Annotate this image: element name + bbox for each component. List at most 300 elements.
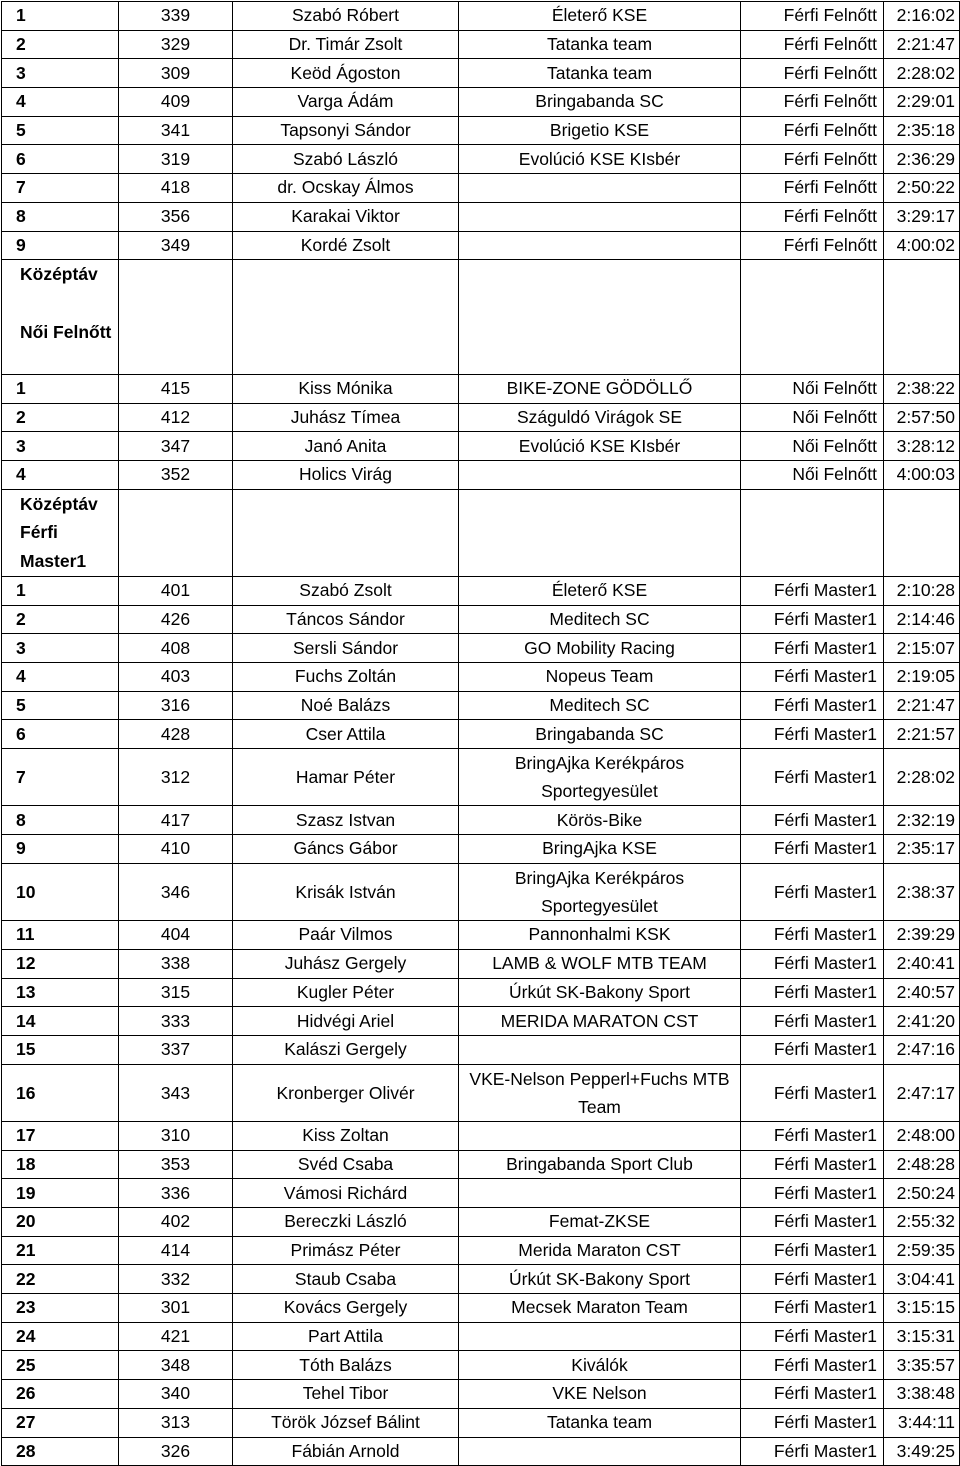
team-cell: Tatanka team [459,1408,741,1437]
rank-cell: 20 [2,1208,119,1237]
rank-cell: 14 [2,1007,119,1036]
bib-cell: 312 [119,748,233,805]
bib-cell: 313 [119,1408,233,1437]
rank-cell: 5 [2,691,119,720]
rank-cell: 25 [2,1351,119,1380]
table-row [2,1179,960,1208]
name-cell: Szabó László [233,145,459,174]
table-row [2,662,960,691]
rank-cell: 8 [2,806,119,835]
category-cell: Férfi Master1 [741,949,884,978]
bib-cell: 418 [119,174,233,203]
table-row [2,978,960,1007]
bib-cell: 417 [119,806,233,835]
rank-cell: 28 [2,1437,119,1466]
bib-cell: 339 [119,2,233,31]
bib-cell: 341 [119,116,233,145]
bib-cell: 309 [119,59,233,88]
rank-cell: 6 [2,720,119,749]
name-cell: Kordé Zsolt [233,231,459,260]
table-row [2,1150,960,1179]
team-cell: Meditech SC [459,691,741,720]
time-cell: 2:21:57 [884,720,960,749]
name-cell: Gáncs Gábor [233,835,459,864]
name-cell: Janó Anita [233,432,459,461]
name-cell: Szabó Róbert [233,2,459,31]
rank-cell: 23 [2,1294,119,1323]
bib-cell: 340 [119,1380,233,1409]
team-cell: VKE Nelson [459,1380,741,1409]
category-cell: Férfi Master1 [741,1150,884,1179]
rank-cell: 3 [2,634,119,663]
table-row [2,806,960,835]
bib-cell: 333 [119,1007,233,1036]
category-cell: Férfi Felnőtt [741,59,884,88]
spacer [20,289,115,318]
table-row [2,949,960,978]
name-cell: Kugler Péter [233,978,459,1007]
bib-cell: 336 [119,1179,233,1208]
bib-cell: 428 [119,720,233,749]
name-cell: Tapsonyi Sándor [233,116,459,145]
bib-cell: 316 [119,691,233,720]
table-row [2,921,960,950]
table-row [2,88,960,117]
bib-cell: 347 [119,432,233,461]
rank-cell: 3 [2,432,119,461]
team-cell: BringAjka Kerékpáros Sportegyesület [459,863,741,920]
category-cell: Férfi Master1 [741,1121,884,1150]
empty-cell [884,489,960,576]
category-cell: Férfi Master1 [741,978,884,1007]
time-cell: 2:16:02 [884,2,960,31]
category-cell: Férfi Master1 [741,1380,884,1409]
team-cell: Nopeus Team [459,662,741,691]
table-row [2,2,960,31]
time-cell: 4:00:02 [884,231,960,260]
bib-cell: 401 [119,576,233,605]
team-cell: Úrkút SK-Bakony Sport [459,978,741,1007]
team-cell: Tatanka team [459,59,741,88]
rank-cell: 7 [2,748,119,805]
bib-cell: 412 [119,403,233,432]
team-cell: GO Mobility Racing [459,634,741,663]
table-row [2,1121,960,1150]
time-cell: 2:35:18 [884,116,960,145]
name-cell: Juhász Gergely [233,949,459,978]
table-row [2,59,960,88]
table-row [2,1437,960,1466]
bib-cell: 410 [119,835,233,864]
bib-cell: 402 [119,1208,233,1237]
category-cell: Férfi Master1 [741,1064,884,1121]
time-cell: 3:44:11 [884,1408,960,1437]
time-cell: 3:35:57 [884,1351,960,1380]
section-felnott-ferfi [2,2,960,260]
section-title-noi [2,260,119,375]
rank-cell: 5 [2,116,119,145]
empty-cell [459,489,741,576]
bib-cell: 329 [119,30,233,59]
table-row [2,1236,960,1265]
category-cell: Férfi Master1 [741,863,884,920]
rank-cell: 11 [2,921,119,950]
name-cell: Holics Virág [233,461,459,490]
name-cell: Fábián Arnold [233,1437,459,1466]
category-cell: Férfi Felnőtt [741,202,884,231]
section-noi-felnott [2,374,960,489]
bib-cell: 326 [119,1437,233,1466]
table-row [2,835,960,864]
team-cell: BringAjka Kerékpáros Sportegyesület [459,748,741,805]
rank-cell: 3 [2,59,119,88]
table-row [2,1064,960,1121]
team-cell [459,174,741,203]
category-cell: Férfi Master1 [741,662,884,691]
time-cell: 2:48:00 [884,1121,960,1150]
rank-cell: 13 [2,978,119,1007]
category-cell: Férfi Master1 [741,1351,884,1380]
rank-cell: 16 [2,1064,119,1121]
team-cell [459,202,741,231]
name-cell: Kovács Gergely [233,1294,459,1323]
section-title-line: Középtáv [20,264,98,285]
category-cell: Férfi Master1 [741,1265,884,1294]
empty-cell [741,489,884,576]
empty-cell [233,489,459,576]
bib-cell: 346 [119,863,233,920]
table-row [2,1380,960,1409]
bib-cell: 315 [119,978,233,1007]
category-cell: Női Felnőtt [741,374,884,403]
bib-cell: 414 [119,1236,233,1265]
section-header-ferfi-master1 [2,489,960,576]
name-cell: Karakai Viktor [233,202,459,231]
team-cell [459,461,741,490]
time-cell: 3:29:17 [884,202,960,231]
name-cell: Tehel Tibor [233,1380,459,1409]
time-cell: 3:15:15 [884,1294,960,1323]
rank-cell: 12 [2,949,119,978]
bib-cell: 404 [119,921,233,950]
name-cell: Varga Ádám [233,88,459,117]
name-cell: Dr. Timár Zsolt [233,30,459,59]
table-row [2,145,960,174]
rank-cell: 19 [2,1179,119,1208]
category-cell: Férfi Master1 [741,1408,884,1437]
section-title-line: Master1 [20,551,87,572]
name-cell: Vámosi Richárd [233,1179,459,1208]
time-cell: 2:15:07 [884,634,960,663]
bib-cell: 332 [119,1265,233,1294]
table-row [2,720,960,749]
bib-cell: 408 [119,634,233,663]
rank-cell: 10 [2,863,119,920]
table-row [2,1007,960,1036]
rank-cell: 21 [2,1236,119,1265]
category-cell: Férfi Master1 [741,921,884,950]
name-cell: Kiss Zoltan [233,1121,459,1150]
team-cell: VKE-Nelson Pepperl+Fuchs MTB Team [459,1064,741,1121]
rank-cell: 17 [2,1121,119,1150]
rank-cell: 8 [2,202,119,231]
rank-cell: 2 [2,403,119,432]
bib-cell: 338 [119,949,233,978]
team-cell: Merida Maraton CST [459,1236,741,1265]
category-cell: Férfi Master1 [741,634,884,663]
time-cell: 3:15:31 [884,1322,960,1351]
team-cell: Körös-Bike [459,806,741,835]
table-row [2,748,960,805]
bib-cell: 349 [119,231,233,260]
time-cell: 2:38:22 [884,374,960,403]
category-cell: Férfi Master1 [741,1179,884,1208]
rank-cell: 15 [2,1035,119,1064]
bib-cell: 352 [119,461,233,490]
section-header-noi-felnott [2,260,960,375]
rank-cell: 9 [2,231,119,260]
rank-cell: 24 [2,1322,119,1351]
bib-cell: 409 [119,88,233,117]
category-cell: Férfi Master1 [741,1007,884,1036]
name-cell: Staub Csaba [233,1265,459,1294]
rank-cell: 4 [2,662,119,691]
time-cell: 2:59:35 [884,1236,960,1265]
rank-cell: 22 [2,1265,119,1294]
name-cell: Noé Balázs [233,691,459,720]
category-cell: Női Felnőtt [741,432,884,461]
table-row [2,202,960,231]
section-title-line: Női Felnőtt [20,321,112,342]
team-cell: Pannonhalmi KSK [459,921,741,950]
category-cell: Férfi Master1 [741,605,884,634]
name-cell: Hidvégi Ariel [233,1007,459,1036]
name-cell: Primász Péter [233,1236,459,1265]
category-cell: Férfi Master1 [741,1208,884,1237]
name-cell: Part Attila [233,1322,459,1351]
name-cell: Bereczki László [233,1208,459,1237]
team-cell: BIKE-ZONE GÖDÖLLŐ [459,374,741,403]
bib-cell: 421 [119,1322,233,1351]
category-cell: Férfi Master1 [741,691,884,720]
table-row [2,691,960,720]
section-title-line: Férfi [20,522,58,543]
time-cell: 2:28:02 [884,748,960,805]
table-row [2,1322,960,1351]
team-cell: Életerő KSE [459,2,741,31]
rank-cell: 6 [2,145,119,174]
team-cell [459,231,741,260]
rank-cell: 4 [2,461,119,490]
team-cell: Bringabanda SC [459,720,741,749]
time-cell: 2:35:17 [884,835,960,864]
bib-cell: 343 [119,1064,233,1121]
team-cell: BringAjka KSE [459,835,741,864]
empty-cell [741,260,884,375]
category-cell: Férfi Master1 [741,806,884,835]
time-cell: 2:38:37 [884,863,960,920]
team-cell: Meditech SC [459,605,741,634]
empty-cell [233,260,459,375]
name-cell: dr. Ocskay Álmos [233,174,459,203]
team-cell: Száguldó Virágok SE [459,403,741,432]
section-title-line: Középtáv [20,493,98,514]
category-cell: Férfi Master1 [741,1322,884,1351]
category-cell: Férfi Master1 [741,576,884,605]
name-cell: Hamar Péter [233,748,459,805]
name-cell: Cser Attila [233,720,459,749]
team-cell [459,1035,741,1064]
time-cell: 2:55:32 [884,1208,960,1237]
team-cell [459,1322,741,1351]
name-cell: Krisák István [233,863,459,920]
table-row [2,1408,960,1437]
rank-cell: 7 [2,174,119,203]
bib-cell: 403 [119,662,233,691]
time-cell: 3:04:41 [884,1265,960,1294]
team-cell: Tatanka team [459,30,741,59]
table-row [2,403,960,432]
table-row [2,634,960,663]
table-row [2,174,960,203]
time-cell: 2:40:41 [884,949,960,978]
table-row [2,576,960,605]
team-cell [459,1437,741,1466]
rank-cell: 1 [2,2,119,31]
rank-cell: 1 [2,374,119,403]
bib-cell: 426 [119,605,233,634]
category-cell: Férfi Master1 [741,835,884,864]
rank-cell: 4 [2,88,119,117]
time-cell: 2:19:05 [884,662,960,691]
empty-cell [119,489,233,576]
empty-cell [884,260,960,375]
table-row [2,605,960,634]
rank-cell: 2 [2,30,119,59]
category-cell: Férfi Master1 [741,1236,884,1265]
time-cell: 2:40:57 [884,978,960,1007]
time-cell: 2:47:16 [884,1035,960,1064]
table-row [2,432,960,461]
time-cell: 2:47:17 [884,1064,960,1121]
category-cell: Férfi Master1 [741,1437,884,1466]
empty-cell [459,260,741,375]
rank-cell: 18 [2,1150,119,1179]
name-cell: Táncos Sándor [233,605,459,634]
table-row [2,1294,960,1323]
bib-cell: 356 [119,202,233,231]
name-cell: Fuchs Zoltán [233,662,459,691]
team-cell: Mecsek Maraton Team [459,1294,741,1323]
category-cell: Férfi Felnőtt [741,145,884,174]
table-row [2,231,960,260]
table-row [2,116,960,145]
time-cell: 2:29:01 [884,88,960,117]
category-cell: Férfi Master1 [741,720,884,749]
team-cell: Életerő KSE [459,576,741,605]
table-row [2,374,960,403]
team-cell [459,1121,741,1150]
bib-cell: 319 [119,145,233,174]
bib-cell: 337 [119,1035,233,1064]
time-cell: 2:14:46 [884,605,960,634]
name-cell: Kiss Mónika [233,374,459,403]
results-table [1,1,960,1466]
category-cell: Férfi Master1 [741,1294,884,1323]
category-cell: Női Felnőtt [741,403,884,432]
category-cell: Férfi Felnőtt [741,88,884,117]
rank-cell: 2 [2,605,119,634]
table-row [2,1208,960,1237]
time-cell: 3:49:25 [884,1437,960,1466]
table-row [2,1351,960,1380]
name-cell: Paár Vilmos [233,921,459,950]
team-cell: Femat-ZKSE [459,1208,741,1237]
category-cell: Férfi Felnőtt [741,116,884,145]
time-cell: 2:50:22 [884,174,960,203]
time-cell: 2:32:19 [884,806,960,835]
category-cell: Férfi Felnőtt [741,2,884,31]
bib-cell: 348 [119,1351,233,1380]
rank-cell: 26 [2,1380,119,1409]
time-cell: 4:00:03 [884,461,960,490]
team-cell: Bringabanda Sport Club [459,1150,741,1179]
team-cell: LAMB & WOLF MTB TEAM [459,949,741,978]
category-cell: Férfi Felnőtt [741,174,884,203]
rank-cell: 1 [2,576,119,605]
time-cell: 2:21:47 [884,30,960,59]
category-cell: Férfi Felnőtt [741,30,884,59]
time-cell: 2:50:24 [884,1179,960,1208]
name-cell: Svéd Csaba [233,1150,459,1179]
table-row [2,30,960,59]
time-cell: 2:10:28 [884,576,960,605]
team-cell: MERIDA MARATON CST [459,1007,741,1036]
name-cell: Keöd Ágoston [233,59,459,88]
time-cell: 2:57:50 [884,403,960,432]
table-row [2,461,960,490]
name-cell: Kronberger Olivér [233,1064,459,1121]
section-title-master1 [2,489,119,576]
name-cell: Kalászi Gergely [233,1035,459,1064]
bib-cell: 301 [119,1294,233,1323]
category-cell: Férfi Felnőtt [741,231,884,260]
team-cell: Evolúció KSE KIsbér [459,432,741,461]
time-cell: 2:48:28 [884,1150,960,1179]
rank-cell: 27 [2,1408,119,1437]
name-cell: Török József Bálint [233,1408,459,1437]
team-cell: Evolúció KSE KIsbér [459,145,741,174]
bib-cell: 353 [119,1150,233,1179]
category-cell: Női Felnőtt [741,461,884,490]
bib-cell: 310 [119,1121,233,1150]
time-cell: 3:38:48 [884,1380,960,1409]
name-cell: Szabó Zsolt [233,576,459,605]
time-cell: 2:41:20 [884,1007,960,1036]
rank-cell: 9 [2,835,119,864]
table-row [2,1265,960,1294]
time-cell: 2:36:29 [884,145,960,174]
name-cell: Sersli Sándor [233,634,459,663]
team-cell: Brigetio KSE [459,116,741,145]
table-row [2,1035,960,1064]
team-cell [459,1179,741,1208]
name-cell: Szasz Istvan [233,806,459,835]
time-cell: 3:28:12 [884,432,960,461]
time-cell: 2:28:02 [884,59,960,88]
category-cell: Férfi Master1 [741,1035,884,1064]
team-cell: Kiválók [459,1351,741,1380]
